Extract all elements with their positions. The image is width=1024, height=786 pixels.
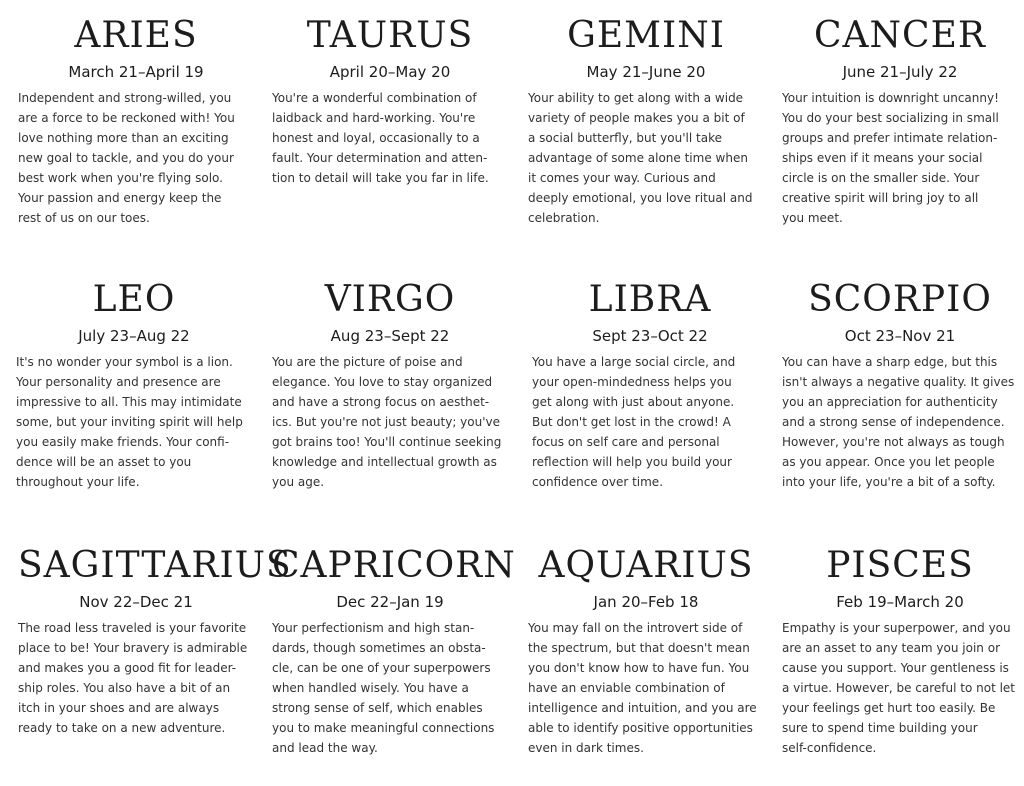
description-line: even in dark times. — [528, 741, 644, 755]
sign-dates: March 21–April 19 — [68, 63, 204, 81]
description-line: you to make meaningful connections — [272, 721, 495, 735]
sign-card-libra — [532, 280, 768, 492]
sign-description — [16, 352, 252, 492]
sign-dates: July 23–Aug 22 — [78, 327, 190, 345]
description-line: you an appreciation for authenticity — [782, 395, 998, 409]
description-line: intelligence and intuition, and you are — [528, 701, 757, 715]
sign-description — [782, 88, 1018, 228]
sign-title: PISCES — [826, 545, 974, 586]
sign-card-gemini — [528, 16, 764, 228]
description-line: impressive to all. This may intimidate — [16, 395, 242, 409]
description-line: and have a strong focus on aesthet- — [272, 395, 490, 409]
sign-dates: Nov 22–Dec 21 — [79, 593, 193, 611]
sign-title: CANCER — [814, 15, 986, 56]
sign-title: LIBRA — [588, 279, 712, 320]
description-line: circle is on the smaller side. Your — [782, 171, 980, 185]
description-line: ships even if it means your social — [782, 151, 983, 165]
sign-card-aquarius — [528, 546, 764, 758]
description-line: you don't know how to have fun. You — [528, 661, 750, 675]
description-line: you age. — [272, 475, 325, 489]
sign-dates: Aug 23–Sept 22 — [330, 327, 450, 345]
description-line: It's no wonder your symbol is a lion. — [16, 355, 233, 369]
description-line: confidence over time. — [532, 475, 664, 489]
description-line: are a force to be reckoned with! You — [18, 111, 235, 125]
sign-card-aries — [18, 16, 254, 228]
sign-description — [782, 352, 1018, 492]
sign-card-taurus — [272, 16, 508, 188]
sign-dates: June 21–July 22 — [842, 63, 958, 81]
sign-description — [532, 352, 768, 492]
description-line: Independent and strong-willed, you — [18, 91, 232, 105]
sign-title: VIRGO — [324, 279, 456, 320]
description-line: deeply emotional, you love ritual and — [528, 191, 753, 205]
description-line: and a strong sense of independence. — [782, 415, 1005, 429]
sign-title: TAURUS — [306, 15, 474, 56]
description-line: You do your best socializing in small — [782, 111, 999, 125]
description-line: advantage of some alone time when — [528, 151, 748, 165]
description-line: fault. Your determination and atten- — [272, 151, 488, 165]
sign-description — [782, 618, 1018, 758]
description-line: But don't get lost in the crowd! A — [532, 415, 731, 429]
description-line: reflection will help you build your — [532, 455, 732, 469]
description-line: ready to take on a new adventure. — [18, 721, 226, 735]
description-line: Empathy is your superpower, and you — [782, 621, 1011, 635]
description-line: new goal to tackle, and you do your — [18, 151, 234, 165]
sign-card-leo — [16, 280, 252, 492]
description-line: itch in your shoes and are always — [18, 701, 220, 715]
description-line: dards, though sometimes an obsta- — [272, 641, 486, 655]
description-line: you easily make friends. Your confi- — [16, 435, 230, 449]
sign-title: ARIES — [74, 15, 198, 56]
description-line: as you appear. Once you let people — [782, 455, 995, 469]
sign-card-sagittarius — [18, 545, 292, 738]
description-line: isn't always a negative quality. It gives — [782, 375, 1015, 389]
description-line: cause you support. Your gentleness is — [782, 661, 1009, 675]
sign-card-virgo — [272, 280, 508, 492]
sign-description — [18, 88, 254, 228]
description-line: laidback and hard-working. You're — [272, 111, 476, 125]
description-line: get along with just about anyone. — [532, 395, 735, 409]
sign-dates: Jan 20–Feb 18 — [593, 593, 699, 611]
description-line: have an enviable combination of — [528, 681, 725, 695]
description-line: the spectrum, but that doesn't mean — [528, 641, 750, 655]
description-line: celebration. — [528, 211, 600, 225]
description-line: you meet. — [782, 211, 843, 225]
description-line: Your passion and energy keep the — [18, 191, 222, 205]
description-line: groups and prefer intimate relation- — [782, 131, 998, 145]
description-line: honest and loyal, occasionally to a — [272, 131, 480, 145]
sign-dates: Oct 23–Nov 21 — [844, 327, 956, 345]
description-line: self-confidence. — [782, 741, 877, 755]
description-line: ship roles. You also have a bit of an — [18, 681, 231, 695]
description-line: and makes you a good fit for leader- — [18, 661, 237, 675]
sign-title: AQUARIUS — [538, 545, 754, 586]
sign-description — [272, 352, 508, 492]
description-line: best work when you're flying solo. — [18, 171, 223, 185]
description-line: and lead the way. — [272, 741, 378, 755]
sign-dates: May 21–June 20 — [586, 63, 706, 81]
sign-dates: Feb 19–March 20 — [836, 593, 964, 611]
sign-card-scorpio — [782, 280, 1018, 492]
description-line: You have a large social circle, and — [532, 355, 736, 369]
sign-card-pisces — [782, 546, 1018, 758]
description-line: are an asset to any team you join or — [782, 641, 1001, 655]
description-line: Your perfectionism and high stan- — [272, 621, 475, 635]
description-line: You can have a sharp edge, but this — [782, 355, 998, 369]
description-line: got brains too! You'll continue seeking — [272, 435, 502, 449]
description-line: knowledge and intellectual growth as — [272, 455, 497, 469]
description-line: when handled wisely. You have a — [272, 681, 469, 695]
sign-description — [528, 88, 764, 228]
sign-description — [528, 618, 764, 758]
sign-title: LEO — [92, 279, 176, 320]
description-line: ics. But you're not just beauty; you've — [272, 415, 501, 429]
description-line: some, but your inviting spirit will help — [16, 415, 243, 429]
description-line: strong sense of self, which enables — [272, 701, 483, 715]
sign-description — [272, 618, 508, 758]
description-line: The road less traveled is your favorite — [18, 621, 247, 635]
sign-title: GEMINI — [567, 15, 725, 56]
description-line: place to be! Your bravery is admirable — [18, 641, 248, 655]
description-line: a virtue. However, be careful to not let — [782, 681, 1016, 695]
sign-card-capricorn — [272, 545, 516, 758]
description-line: your open-mindedness helps you — [532, 375, 732, 389]
sign-card-cancer — [782, 16, 1018, 228]
description-line: a social butterfly, but you'll take — [528, 131, 722, 145]
description-line: elegance. You love to stay organized — [272, 375, 493, 389]
description-line: able to identify positive opportunities — [528, 721, 753, 735]
sign-title: SAGITTARIUS — [18, 545, 292, 586]
description-line: tion to detail will take you far in life. — [272, 171, 489, 185]
description-line: However, you're not always as tough — [782, 435, 1005, 449]
description-line: love nothing more than an exciting — [18, 131, 229, 145]
description-line: cle, can be one of your superpowers — [272, 661, 491, 675]
sign-description — [272, 88, 508, 188]
description-line: Your intuition is downright uncanny! — [782, 91, 999, 105]
sign-title: SCORPIO — [808, 279, 992, 320]
description-line: You are the picture of poise and — [272, 355, 463, 369]
description-line: You may fall on the introvert side of — [528, 621, 743, 635]
description-line: creative spirit will bring joy to all — [782, 191, 979, 205]
sign-dates: Sept 23–Oct 22 — [592, 327, 708, 345]
description-line: You're a wonderful combination of — [272, 91, 477, 105]
description-line: your feelings get hurt too easily. Be — [782, 701, 996, 715]
description-line: dence will be an asset to you — [16, 455, 192, 469]
description-line: it comes your way. Curious and — [528, 171, 716, 185]
description-line: Your ability to get along with a wide — [528, 91, 744, 105]
description-line: rest of us on our toes. — [18, 211, 150, 225]
description-line: Your personality and presence are — [16, 375, 221, 389]
sign-description — [18, 618, 254, 738]
sign-dates: Dec 22–Jan 19 — [336, 593, 444, 611]
description-line: throughout your life. — [16, 475, 140, 489]
sign-title: CAPRICORN — [272, 545, 516, 586]
sign-dates: April 20–May 20 — [329, 63, 451, 81]
description-line: focus on self care and personal — [532, 435, 720, 449]
description-line: variety of people makes you a bit of — [528, 111, 745, 125]
description-line: into your life, you're a bit of a softy. — [782, 475, 996, 489]
description-line: sure to spend time building your — [782, 721, 978, 735]
